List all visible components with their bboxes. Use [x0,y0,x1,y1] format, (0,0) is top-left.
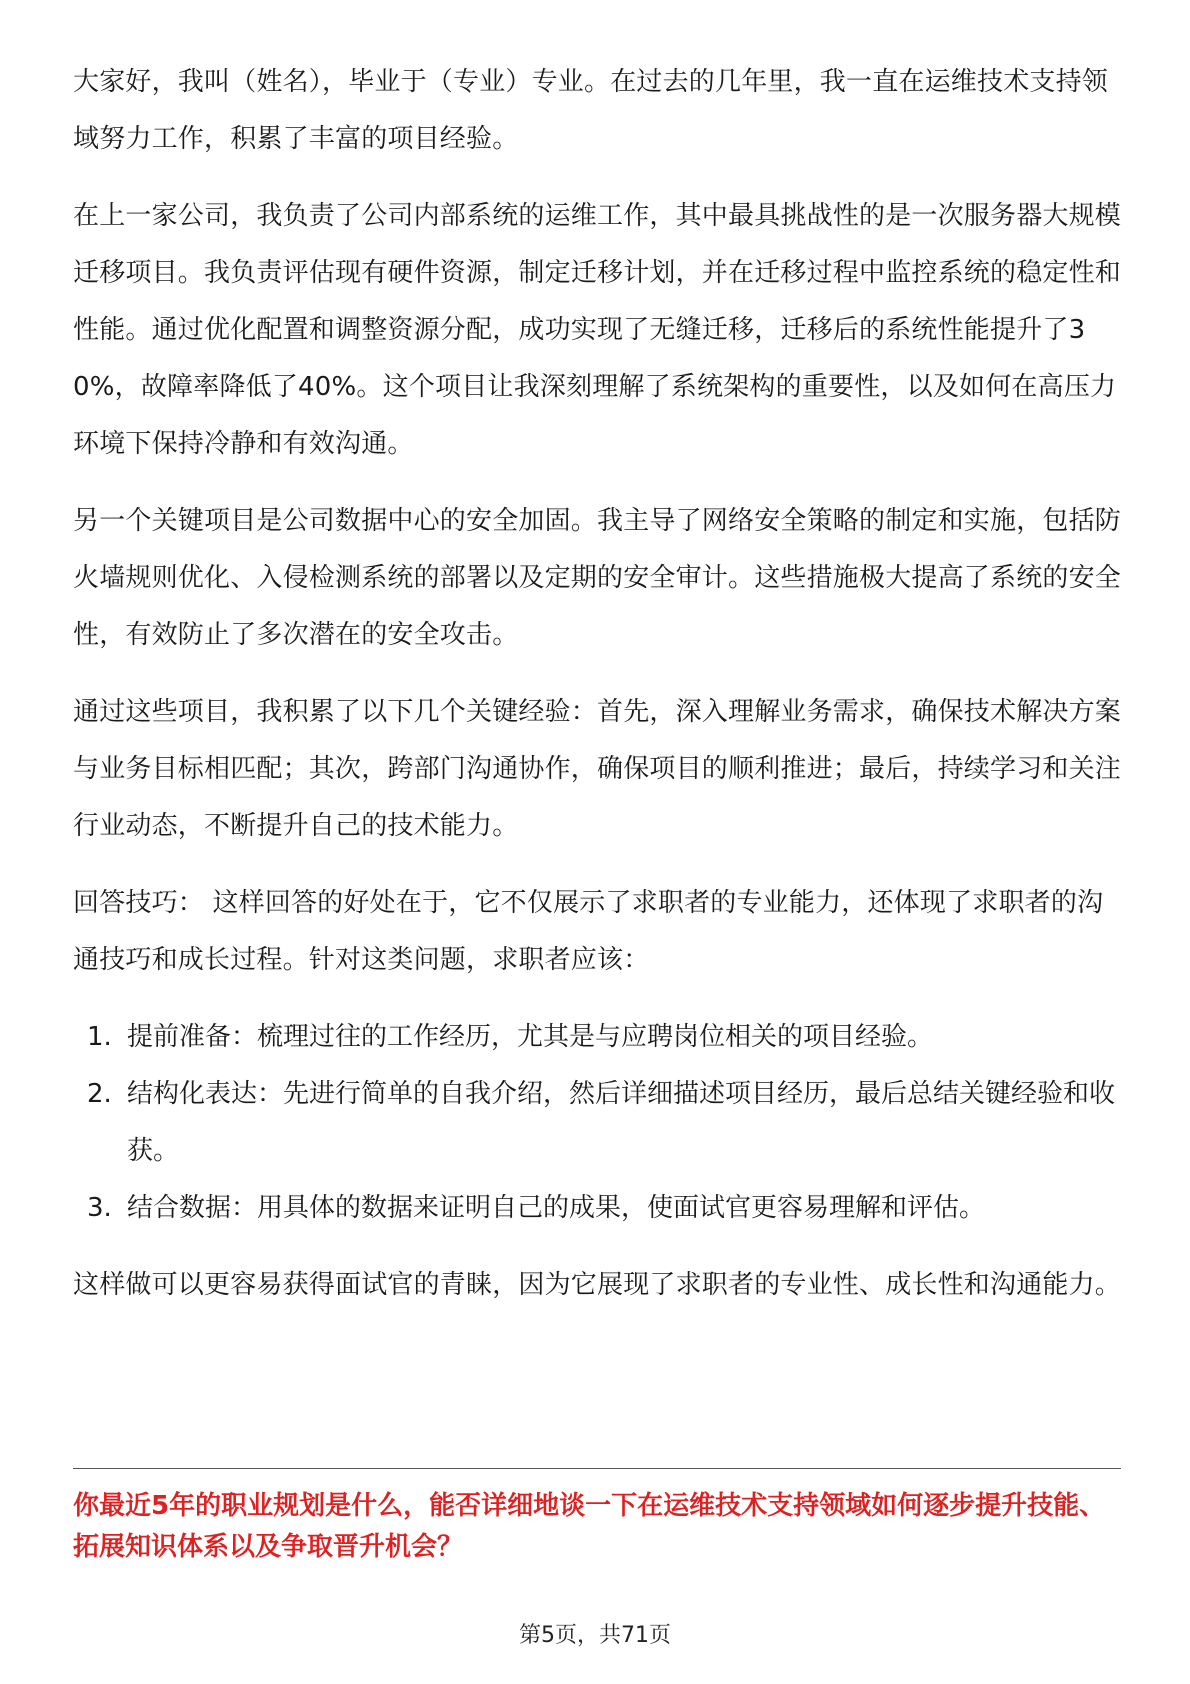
paragraph-key-experience: 通过这些项目，我积累了以下几个关键经验：首先，深入理解业务需求，确保技术解决方案与业务目标相匹配；其次，跨部门沟通协作，确保项目的顺利推进；最后，持续学习和关注行业动态，不断提升自己的技术能力。 [73,697,1122,841]
list-item-number: 1. [87,1022,112,1052]
list-item [73,1066,1121,1180]
paragraph-closing: 这样做可以更容易获得面试官的青睐，因为它展现了求职者的专业性、成长性和沟通能力。 [73,1270,1122,1300]
list-item-text: 结合数据：用具体的数据来证明自己的成果，使面试官更容易理解和评估。 [127,1193,986,1223]
paragraph-intro: 大家好，我叫（姓名），毕业于（专业）专业。在过去的几年里，我一直在运维技术支持领域努力工作，积累了丰富的项目经验。 [73,67,1109,154]
paragraph-security-project: 另一个关键项目是公司数据中心的安全加固。我主导了网络安全策略的制定和实施，包括防火墙规则优化、入侵检测系统的部署以及定期的安全审计。这些措施极大提高了系统的安全性，有效防止了多次潜在的安全攻击。 [73,506,1122,650]
list-item-text: 结构化表达：先进行简单的自我介绍，然后详细描述项目经历，最后总结关键经验和收获。 [127,1079,1116,1166]
section-divider [73,1468,1121,1469]
paragraph-answer-tips: 回答技巧： 这样回答的好处在于，它不仅展示了求职者的专业能力，还体现了求职者的沟通技巧和成长过程。针对这类问题，求职者应该： [73,888,1104,975]
tips-list [73,1009,1121,1237]
list-item [73,1009,1121,1066]
list-item-number: 2. [87,1079,112,1109]
list-item [73,1180,1121,1237]
next-question-heading: 你最近5年的职业规划是什么，能否详细地谈一下在运维技术支持领域如何逐步提升技能、拓展知识体系以及争取晋升机会？ [73,1491,1106,1562]
list-item-number: 3. [87,1193,112,1223]
list-item-text: 提前准备：梳理过往的工作经历，尤其是与应聘岗位相关的项目经验。 [127,1022,934,1052]
document-body [73,54,1121,1334]
page-footer: 第5页，共71页 [519,1623,671,1648]
paragraph-migration-project: 在上一家公司，我负责了公司内部系统的运维工作，其中最具挑战性的是一次服务器大规模迁移项目。我负责评估现有硬件资源，制定迁移计划，并在迁移过程中监控系统的稳定性和性能。通过优化配置和调整资源分配，成功实现了无缝迁移，迁移后的系统性能提升了30%，故障率降低了40%。这个项目让我深刻理解了系统架构的重要性，以及如何在高压力环境下保持冷静和有效沟通。 [73,201,1122,459]
